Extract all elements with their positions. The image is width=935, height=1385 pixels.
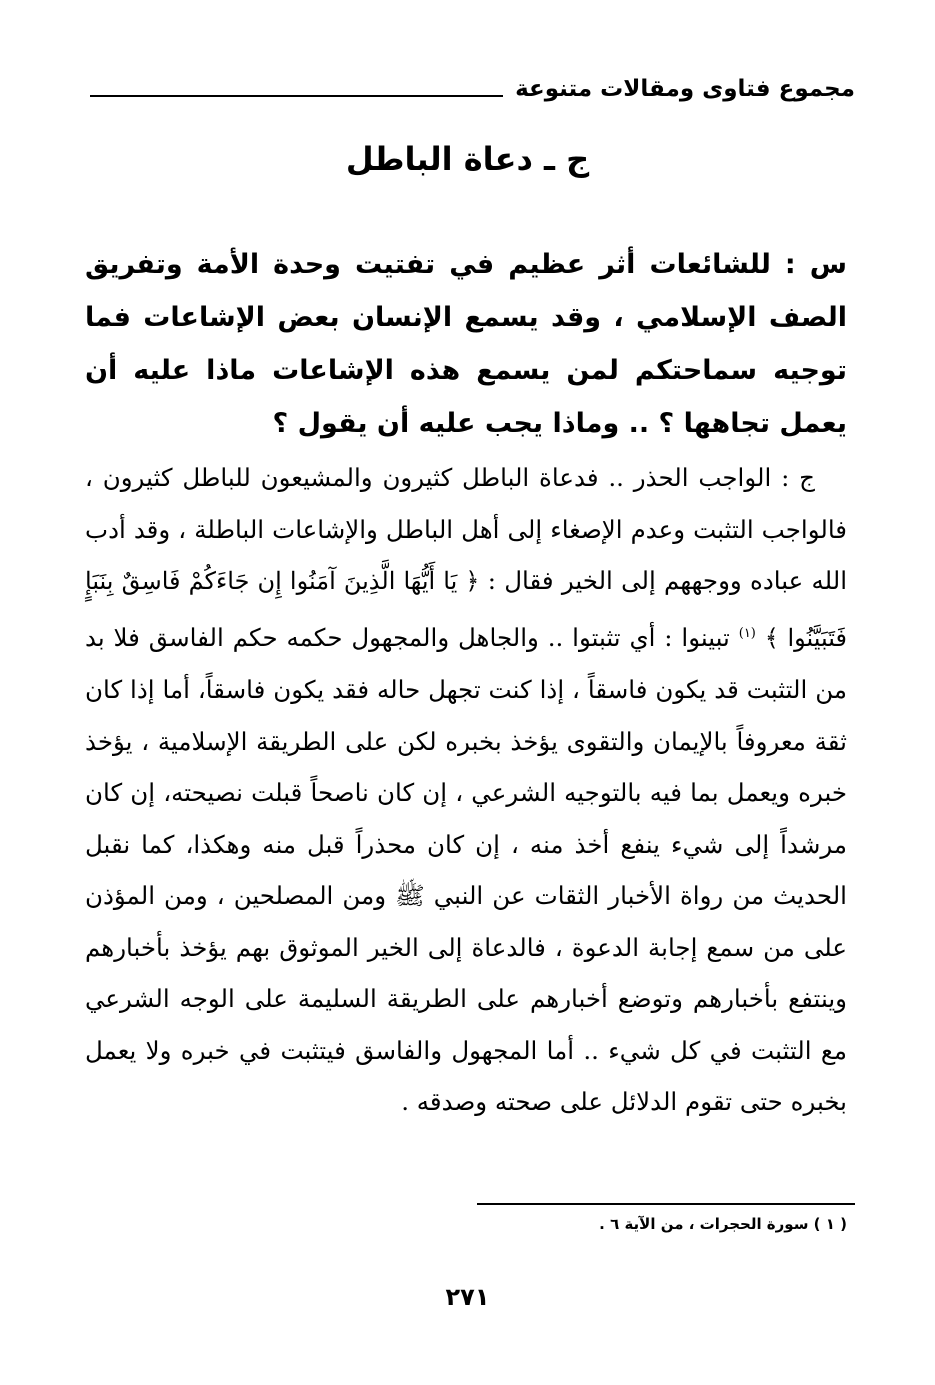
running-title: مجموع فتاوى ومقالات متنوعة: [515, 76, 855, 102]
running-header: [90, 64, 855, 114]
page-number: ٢٧١: [445, 1283, 490, 1311]
answer-body: تبينوا : أي تثبتوا .. والجاهل والمجهول حكمه حكم الفاسق فلا بد من التثبت قد يكون فاسقاً ، إذا كنت تجهل حاله فقد يكون فاسقاً، أما إذا كان ثقة معروفاً بالإيمان والتقوى يؤخذ بخبره لكن على الطريقة الإسلامية ، يؤخذ خبره ويعمل بما فيه بالتوجيه الشرعي ، إن كان ناصحاً قبلت نصيحته، إن كان مرشداً إلى شيء ينفع أخذ منه ، إن كان محذراً قبل منه وهكذا، كما نقبل الحديث من رواة الأخبار الثقات عن النبي ﷺ ومن المصلحين ، ومن المؤذن على من سمع إجابة الدعوة ، فالدعاة إلى الخير الموثوق بهم يؤخذ بأخبارهم وينتفع بأخبارهم وتوضع أخبارهم على الطريقة السليمة على الوجه الشرعي مع التثبت في كل شيء .. أما المجهول والفاسق فيتثبت في خبره ولا يعمل بخبره حتى تقوم الدلائل على صحته وصدقه .: [85, 622, 847, 1117]
quran-verse: ﴿ يَا أَيُّهَا الَّذِينَ آمَنُوا إِن جَاءَكُمْ فَاسِقٌ بِنَبَإٍ فَتَبَيَّنُوا ﴾: [85, 567, 847, 652]
question-paragraph: س : للشائعات أثر عظيم في تفتيت وحدة الأمة وتفريق الصف الإسلامي ، وقد يسمع الإنسان بعض الإشاعات فما توجيه سماحتكم لمن يسمع هذه الإشاعات ماذا عليه أن يعمل تجاهها ؟ .. وماذا يجب عليه أن يقول ؟: [85, 249, 847, 439]
answer-paragraph: [85, 452, 847, 1128]
section-title: ج ـ دعاة الباطل: [345, 140, 590, 178]
header-rule: [90, 95, 503, 97]
footnote-reference: (١): [738, 625, 756, 641]
footnote: ( ١ ) سورة الحجرات ، من الآية ٦ .: [599, 1215, 847, 1233]
footnote-separator: [477, 1203, 855, 1205]
answer-intro: ج : الواجب الحذر .. فدعاة الباطل كثيرون والمشيعون للباطل كثيرون ، فالواجب التثبت وعدم الإصغاء إلى أهل الباطل والإشاعات الباطلة ، وقد أدب الله عباده ووجههم إلى الخير فقال :: [85, 463, 847, 595]
